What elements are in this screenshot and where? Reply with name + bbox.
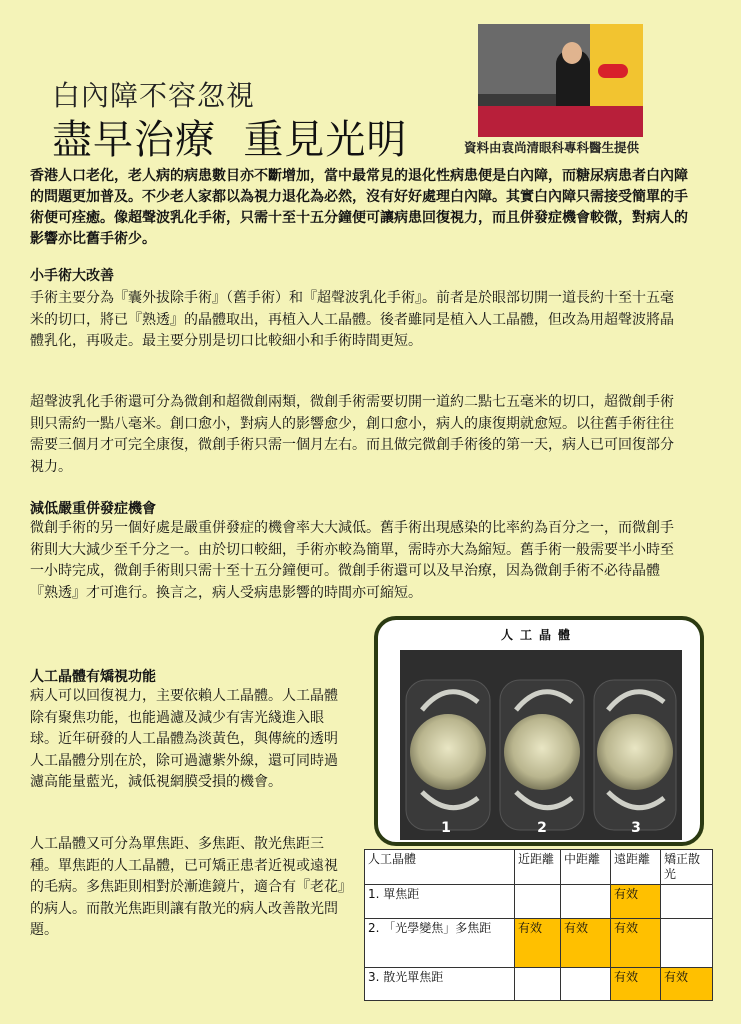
table-header-cell: 近距離 xyxy=(515,850,561,885)
section-1-paragraph-2: 超聲波乳化手術還可分為微創和超微創兩類，微創手術需要切開一道約二點七五毫米的切口，超微創手術則只需約一點八毫米。創口愈小，對病人的影響愈少，創口愈小，病人的康復期就愈短。以往舊手術往往需要三個月才可完全康復，微創手術只需一個月左右。而且做完微創手術後的第一天，病人已可回復部分視力。 xyxy=(30,394,674,475)
table-cell xyxy=(515,968,561,1001)
page-title: 盡早治療 重見光明 xyxy=(52,117,408,163)
table-cell: 有效 xyxy=(661,968,713,1001)
table-cell: 有效 xyxy=(611,885,661,919)
table-cell: 有效 xyxy=(611,919,661,968)
table-row-label: 1. 單焦距 xyxy=(365,885,515,919)
section-3-paragraph-2: 人工晶體又可分為單焦距、多焦距、散光焦距三種。單焦距的人工晶體，已可矯正患者近視或遠視的毛病。多焦距則相對於漸進鏡片，適合有『老花』的病人。而散光焦距則讓有散光的病人改善散光問題。 xyxy=(30,836,345,938)
table-row-label: 2. 「光學變焦」多焦距 xyxy=(365,919,515,968)
lens-label-1: 1 xyxy=(441,820,451,836)
section-heading-complications: 減低嚴重併發症機會 xyxy=(30,501,156,517)
credit-line: 資料由袁尚清眼科專科醫生提供 xyxy=(464,140,640,155)
lens-label-2: 2 xyxy=(537,820,547,836)
table-row-label: 3. 散光單焦距 xyxy=(365,968,515,1001)
lens-1 xyxy=(406,680,490,830)
lens-label-3: 3 xyxy=(631,820,641,836)
lens-photo xyxy=(400,650,682,840)
table-header-row xyxy=(365,850,713,885)
lens-figure-title: 人工晶體 xyxy=(500,628,577,642)
table-cell xyxy=(515,885,561,919)
table-cell: 有效 xyxy=(611,968,661,1001)
table-cell xyxy=(561,968,611,1001)
lens-figure xyxy=(374,616,704,846)
table-header-cell: 矯正散光 xyxy=(661,850,713,885)
section-2-paragraph-1: 微創手術的另一個好處是嚴重併發症的機會率大大減低。舊手術出現感染的比率約為百分之一，而微創手術則大大減少至千分之一。由於切口較細，手術亦較為簡單，需時亦大為縮短。舊手術一般需要半小時至一小時完成，微創手術則只需十至十五分鐘便可。微創手術還可以及早治療，因為微創手術不必待晶體『熟透』才可進行。換言之，病人受病患影響的時間亦可縮短。 xyxy=(30,520,674,601)
table-row xyxy=(365,919,713,968)
lens-comparison-table xyxy=(364,849,713,1001)
intro-paragraph: 香港人口老化，老人病的病患數目亦不斷增加，當中最常見的退化性病患便是白內障，而糖尿病患者白內障的問題更加普及。不少老人家都以為視力退化為必然，沒有好好處理白內障。其實白內障只需接受簡單的手術便可痊癒。像超聲波乳化手術，只需十至十五分鐘便可讓病患回復視力，而且併發症機會較微，對病人的影響亦比舊手術少。 xyxy=(30,168,688,247)
section-3-paragraph-1: 病人可以回復視力，主要依賴人工晶體。人工晶體除有聚焦功能，也能過濾及減少有害光綫進入眼球。近年研發的人工晶體為淡黃色，與傳統的透明人工晶體分別在於，除可過濾紫外線，還可同時過濾高能量藍光，減低視網膜受損的機會。 xyxy=(30,688,338,790)
section-heading-lens-function: 人工晶體有矯視功能 xyxy=(30,669,156,685)
table-header-cell: 遠距離 xyxy=(611,850,661,885)
table-header-cell: 中距離 xyxy=(561,850,611,885)
section-1-paragraph-1: 手術主要分為『囊外拔除手術』（舊手術）和『超聲波乳化手術』。前者是於眼部切開一道長約十至十五毫米的切口，將已『熟透』的晶體取出，再植入人工晶體。後者雖同是植入人工晶體，但改為用超聲波將晶體乳化，再吸走。最主要分別是切口比較細小和手術時間更短。 xyxy=(30,290,674,349)
table-row xyxy=(365,968,713,1001)
table-cell xyxy=(561,885,611,919)
lens-2 xyxy=(500,680,584,830)
table-row xyxy=(365,885,713,919)
table-cell: 有效 xyxy=(561,919,611,968)
page-subtitle: 白內障不容忽視 xyxy=(52,79,256,112)
table-header-cell: 人工晶體 xyxy=(365,850,515,885)
table-cell xyxy=(661,885,713,919)
section-heading-small-surgery: 小手術大改善 xyxy=(30,268,114,284)
table-cell xyxy=(661,919,713,968)
lens-3 xyxy=(594,680,676,830)
doctor-photo xyxy=(478,24,643,137)
table-cell: 有效 xyxy=(515,919,561,968)
